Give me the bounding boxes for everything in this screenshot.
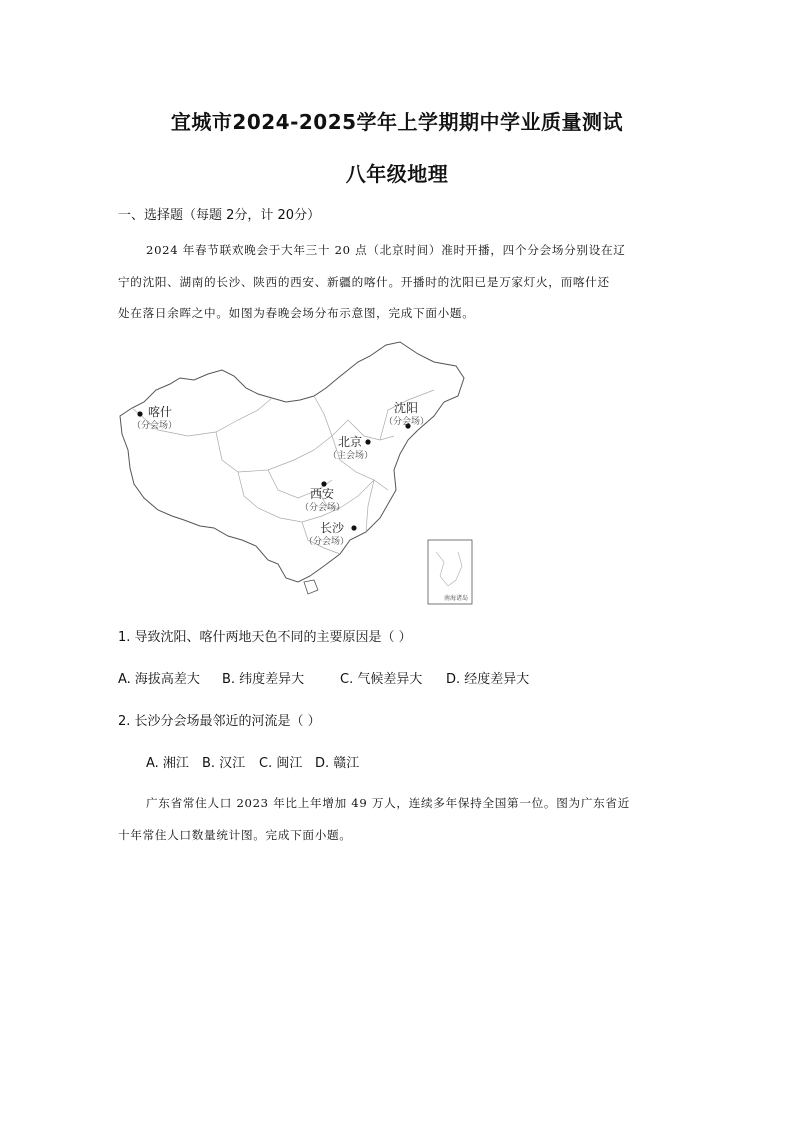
province-borders bbox=[132, 390, 434, 554]
city-name-changsha: 长沙 bbox=[320, 521, 345, 535]
passage-line-1: 2024 年春节联欢晚会于大年三十 20 点（北京时间）准时开播，四个分会场分别设在辽 bbox=[146, 243, 626, 257]
city-dot-xian bbox=[321, 481, 326, 486]
city-kashgar bbox=[132, 404, 177, 431]
q2-option-c[interactable]: C. 闽江 bbox=[259, 756, 303, 771]
hainan-island bbox=[304, 580, 318, 594]
q2-option-a[interactable]: A. 湘江 bbox=[146, 756, 189, 771]
passage2-line-1: 广东省常住人口 2023 年比上年增加 49 万人，连续多年保持全国第一位。图为广东省近 bbox=[146, 796, 630, 810]
city-shenyang bbox=[384, 400, 429, 429]
page-title: 宜城市2024-2025学年上学期期中学业质量测试 bbox=[170, 110, 624, 134]
city-note-shenyang: （分会场） bbox=[384, 417, 430, 427]
city-note-kashgar: （分会场） bbox=[132, 421, 178, 431]
q1-option-d[interactable]: D. 经度差异大 bbox=[446, 672, 530, 687]
q2-option-d[interactable]: D. 赣江 bbox=[315, 756, 360, 771]
city-changsha bbox=[304, 520, 357, 547]
city-name-kashgar: 喀什 bbox=[148, 405, 173, 419]
city-dot-changsha bbox=[351, 525, 356, 530]
city-dot-beijing bbox=[365, 439, 370, 444]
passage-line-2: 宁的沈阳、湖南的长沙、陕西的西安、新疆的喀什。开播时的沈阳已是万家灯火，而喀什还 bbox=[118, 275, 610, 289]
city-name-shenyang: 沈阳 bbox=[394, 401, 419, 415]
passage-line-3: 处在落日余晖之中。如图为春晚会场分布示意图，完成下面小题。 bbox=[118, 306, 475, 320]
section-heading: 一、选择题（每题 2分，计 20分） bbox=[118, 208, 321, 223]
city-name-beijing: 北京 bbox=[338, 435, 363, 449]
passage2-line-2: 十年常住人口数量统计图。完成下面小题。 bbox=[118, 828, 352, 842]
city-note-changsha: （分会场） bbox=[304, 537, 350, 547]
city-xian bbox=[300, 481, 345, 513]
question-1: 1. 导致沈阳、喀什两地天色不同的主要原因是（ ） bbox=[118, 630, 412, 645]
china-map bbox=[118, 340, 476, 608]
inset-south-china-sea bbox=[428, 540, 472, 604]
map-outline bbox=[120, 342, 464, 582]
q1-option-a[interactable]: A. 海拔高差大 bbox=[118, 672, 200, 687]
question-2: 2. 长沙分会场最邻近的河流是（ ） bbox=[118, 714, 321, 729]
inset-label: 南海诸岛 bbox=[444, 595, 469, 602]
page-subtitle: 八年级地理 bbox=[345, 162, 449, 186]
city-name-xian: 西安 bbox=[310, 487, 335, 501]
city-beijing bbox=[328, 434, 373, 461]
city-note-xian: （分会场） bbox=[300, 503, 346, 513]
city-dot-kashgar bbox=[137, 411, 142, 416]
city-note-beijing: （主会场） bbox=[328, 451, 374, 461]
q2-option-b[interactable]: B. 汉江 bbox=[202, 756, 246, 771]
q1-option-c[interactable]: C. 气候差异大 bbox=[340, 672, 423, 687]
q1-option-b[interactable]: B. 纬度差异大 bbox=[222, 672, 305, 687]
